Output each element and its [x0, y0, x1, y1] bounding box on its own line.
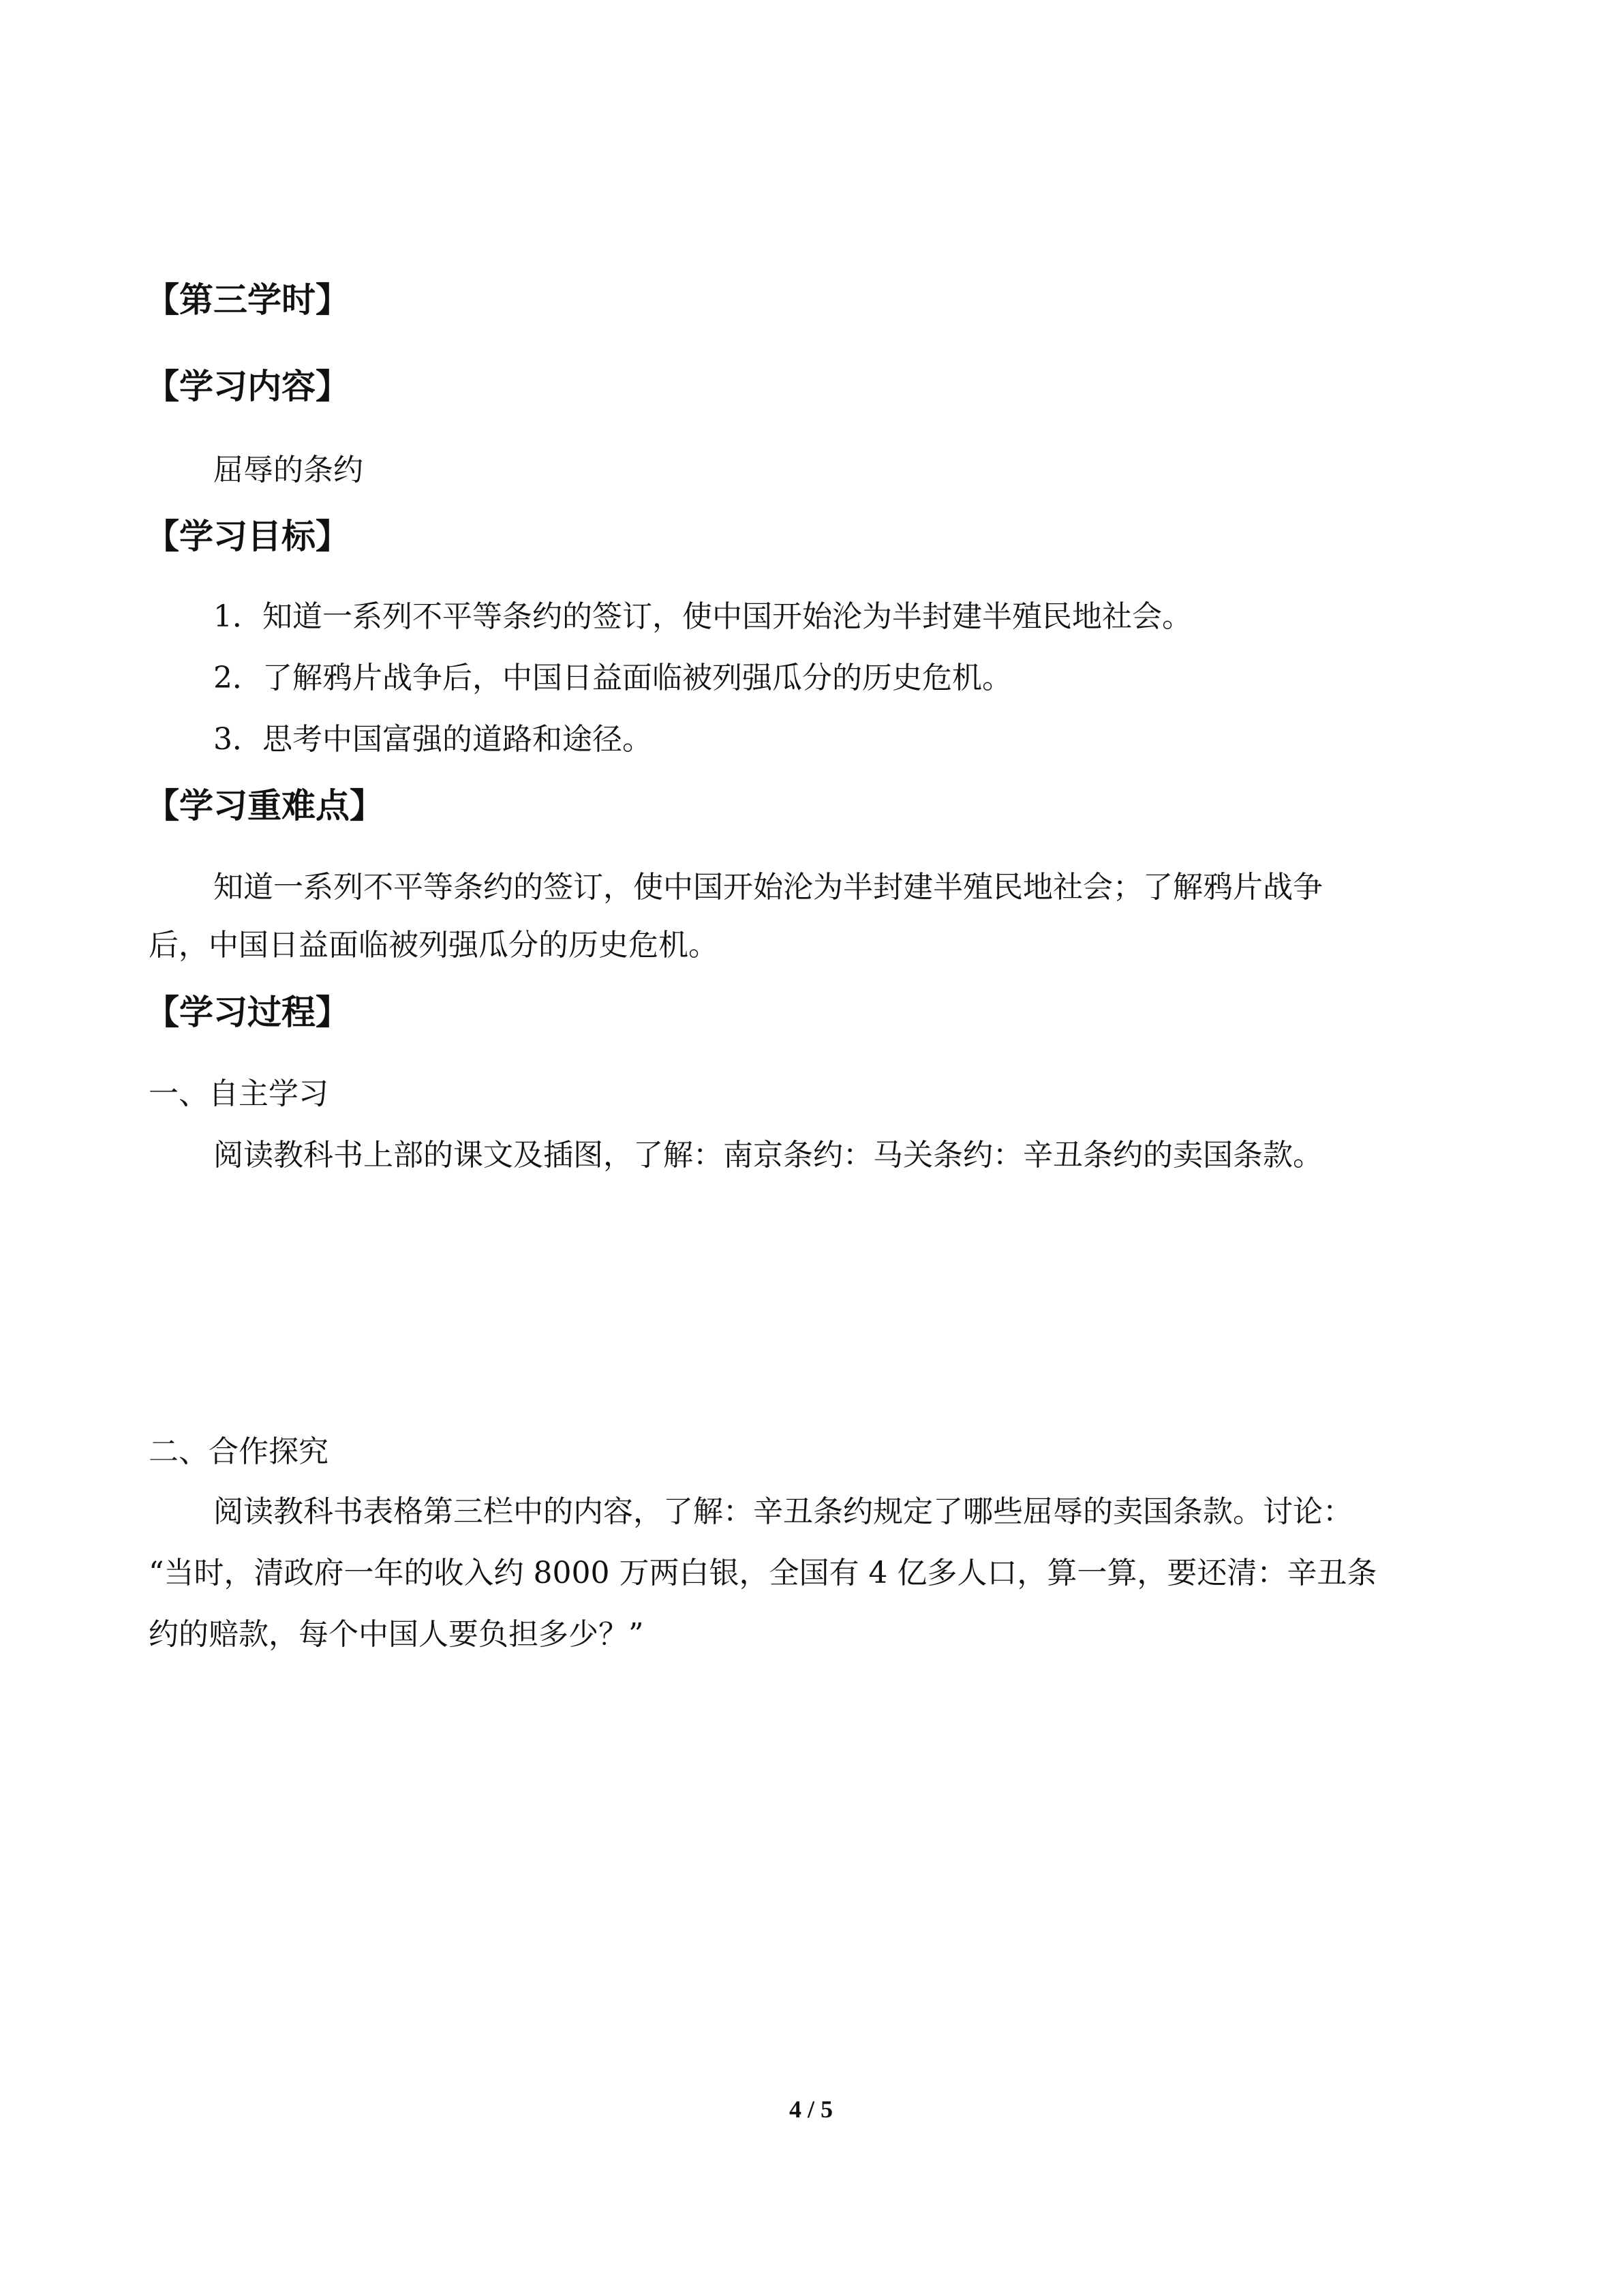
- page-number: 4 / 5: [789, 2096, 833, 2123]
- inquiry-text-line-1: 阅读教科书表格第三栏中的内容，了解：辛丑条约规定了哪些屈辱的卖国条款。讨论：: [213, 1494, 1353, 1529]
- heading-session: 【第三学时】: [145, 280, 350, 320]
- key-points-line-2: 后，中国日益面临被列强瓜分的历史危机。: [149, 928, 718, 963]
- objective-item-1: 1．知道一系列不平等条约的签订，使中国开始沦为半封建半殖民地社会。: [213, 599, 1192, 634]
- objective-item-3: 3．思考中国富强的道路和途径。: [213, 722, 652, 757]
- learning-content-text: 屈辱的条约: [213, 453, 363, 487]
- heading-key-points: 【学习重难点】: [145, 786, 384, 826]
- key-points-line-1: 知道一系列不平等条约的签订，使中国开始沦为半封建半殖民地社会；了解鸦片战争: [213, 870, 1323, 905]
- heading-learning-objectives: 【学习目标】: [145, 517, 350, 556]
- inquiry-text-line-2: “当时，清政府一年的收入约 8000 万两白银，全国有 4 亿多人口，算一算，要还清：辛丑条: [149, 1556, 1377, 1590]
- inquiry-text-line-3: 约的赔款，每个中国人要负担多少？”: [149, 1617, 644, 1652]
- section-title-self-study: 一、自主学习: [149, 1076, 328, 1111]
- heading-learning-process: 【学习过程】: [145, 993, 350, 1032]
- heading-learning-content: 【学习内容】: [145, 367, 350, 406]
- self-study-text: 阅读教科书上部的课文及插图，了解：南京条约：马关条约：辛丑条约的卖国条款。: [213, 1138, 1323, 1173]
- section-title-cooperative-inquiry: 二、合作探究: [149, 1434, 328, 1469]
- objective-item-2: 2．了解鸦片战争后，中国日益面临被列强瓜分的历史危机。: [213, 661, 1012, 695]
